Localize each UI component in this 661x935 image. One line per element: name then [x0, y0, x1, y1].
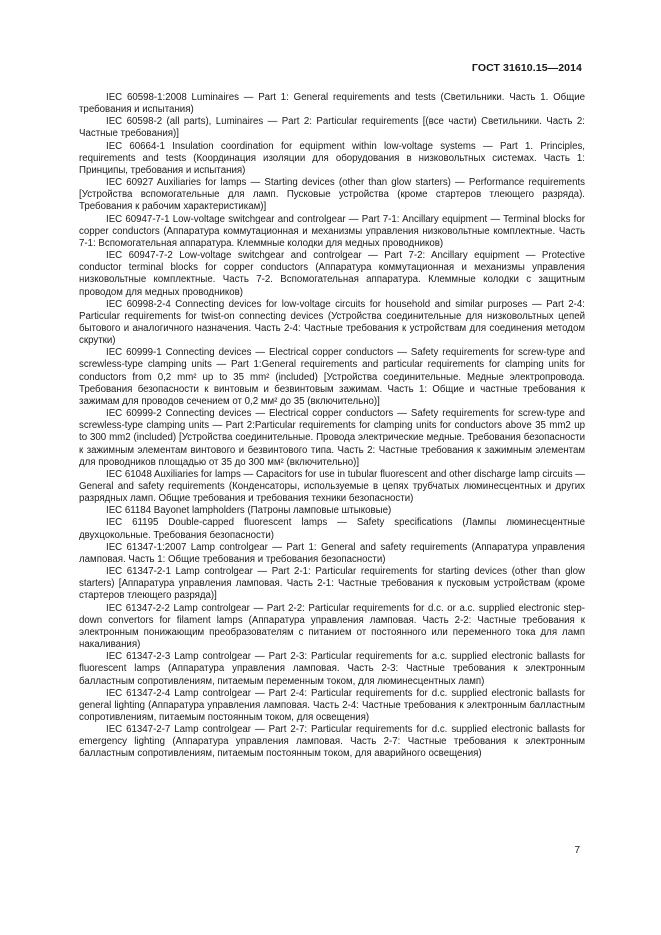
reference-item: IEC 61195 Double-capped fluorescent lamps — Safety specifications (Лампы люминесцентные двухцокольные. Требования безопасности): [79, 517, 585, 541]
reference-item: IEC 61347-1:2007 Lamp controlgear — Part 1: General and safety requirements (Аппаратура управления ламповая. Часть 1: Общие требования и требования безопасности): [79, 541, 585, 565]
page-number: 7: [574, 845, 580, 856]
reference-item: IEC 61184 Bayonet lampholders (Патроны ламповые штыковые): [106, 505, 392, 517]
reference-item: IEC 61347-2-7 Lamp controlgear — Part 2-7: Particular requirements for d.c. supplied electronic ballasts for emergency lighting (Аппаратура управления ламповая. Часть 2-7: Частные требования к электронным балластным сопротивлениям, питаемым постоянным током, для аварийного освещения): [79, 724, 585, 760]
reference-item: IEC 60947-7-1 Low-voltage switchgear and controlgear — Part 7-1: Ancillary equipment — Terminal blocks for copper conductors (Аппаратура коммутационная и механизмы управления низковольтные комплектные. Часть 7-1: Вспомогательная аппаратура. Клеммные колодки для медных проводников): [79, 213, 585, 249]
reference-item: IEC 61048 Auxiliaries for lamps — Capacitors for use in tubular fluorescent and other discharge lamp circuits — General and safety requirements (Конденсаторы, используемые в цепях трубчатых люминесцентных и других разрядных ламп. Общие требования и требования техники безопасности): [79, 468, 585, 505]
reference-item: IEC 60998-2-4 Connecting devices for low-voltage circuits for household and similar purposes — Part 2-4: Particular requirements for twist-on connecting devices (Устройства соединительные для низковольтных цепей бытового и аналогичного назначения. Часть 2-4: Частные требования к устройствам для соединения методом скрутки): [79, 298, 585, 347]
document-code: ГОСТ 31610.15—2014: [471, 62, 582, 74]
reference-item: IEC 61347-2-3 Lamp controlgear — Part 2-3: Particular requirements for a.c. supplied electronic ballasts for fluorescent lamps (Аппаратура управления ламповая. Часть 2-3: Частные требования к электронным балластным сопротивлениям, питаемым переменным током, для люминесцентных ламп): [79, 651, 585, 687]
reference-item: IEC 60927 Auxiliaries for lamps — Starting devices (other than glow starters) — Performance requirements [Устройства вспомогательные для ламп. Пусковые устройства (кроме стартеров тлеющего разряда). Требования к рабочим характеристикам)]: [79, 177, 585, 213]
normative-references-list: [79, 92, 585, 761]
reference-item: IEC 60598-2 (all parts), Luminaires — Part 2: Particular requirements [(все части) Светильники. Часть 2: Частные требования)]: [79, 116, 585, 140]
reference-item: IEC 61347-2-2 Lamp controlgear — Part 2-2: Particular requirements for d.c. or a.c. supplied electronic step-down convertors for filament lamps (Аппаратура управления ламповая. Часть 2-2: Частные требования к электронным понижающим преобразователям с питанием от постоянного или переменного тока для ламп накаливания): [79, 602, 585, 651]
reference-item: IEC 60598-1:2008 Luminaires — Part 1: General requirements and tests (Светильники. Часть 1. Общие требования и испытания): [79, 92, 585, 116]
reference-item: IEC 60999-2 Connecting devices — Electrical copper conductors — Safety requirements for screw-type and screwless-type clamping units — Part 2:Particular requirements for clamping units for conductors above 35 mm2 up to 300 mm2 (included) [Устройства соединительные. Провода электрические медные. Требования безопасности к зажимным элементам винтового и безвинтового типа. Часть 2: Частные требования к зажимным элементам для проводников площадью от 35 до 300 мм² (включительно)]: [79, 408, 585, 468]
reference-item: IEC 61347-2-4 Lamp controlgear — Part 2-4: Particular requirements for d.c. supplied electronic ballasts for general lighting (Аппаратура управления ламповая. Часть 2-4: Частные требования к электронным балластным сопротивлениям, питаемым постоянным током, для освещения): [79, 687, 585, 723]
reference-item: IEC 61347-2-1 Lamp controlgear — Part 2-1: Particular requirements for starting devices (other than glow starters) [Аппаратура управления ламповая. Часть 2-1: Частные требования к пусковым устройствам (кроме стартеров тлеющего разряда)]: [79, 566, 585, 602]
reference-item: IEC 60947-7-2 Low-voltage switchgear and controlgear — Part 7-2: Ancillary equipment — Protective conductor terminal blocks for copper conductors (Аппаратура коммутационная и механизмы управления низковольтные комплектные. Часть 7-2. Вспомогательная аппаратура. Клеммные колодки с защитным проводом для медных проводников): [79, 250, 585, 298]
reference-item: IEC 60664-1 Insulation coordination for equipment within low-voltage systems — Part 1. Principles, requirements and tests (Координация изоляции для оборудования в низковольтных системах. Часть 1: Принципы, требования и испытания): [79, 140, 585, 176]
reference-item: IEC 60999-1 Connecting devices — Electrical copper conductors — Safety requirements for screw-type and screwless-type clamping units — Part 1:General requirements and particular requirements for clamping units for conductors from 0,2 mm² up to 35 mm² (included) [Устройства соединительные. Медные электропровода. Требования безопасности к винтовым и безвинтовым зажимам. Часть 1: Общие и частные требования к зажимам для проводов сечением от 0,2 мм² до 35 (включительно)]: [79, 347, 585, 407]
